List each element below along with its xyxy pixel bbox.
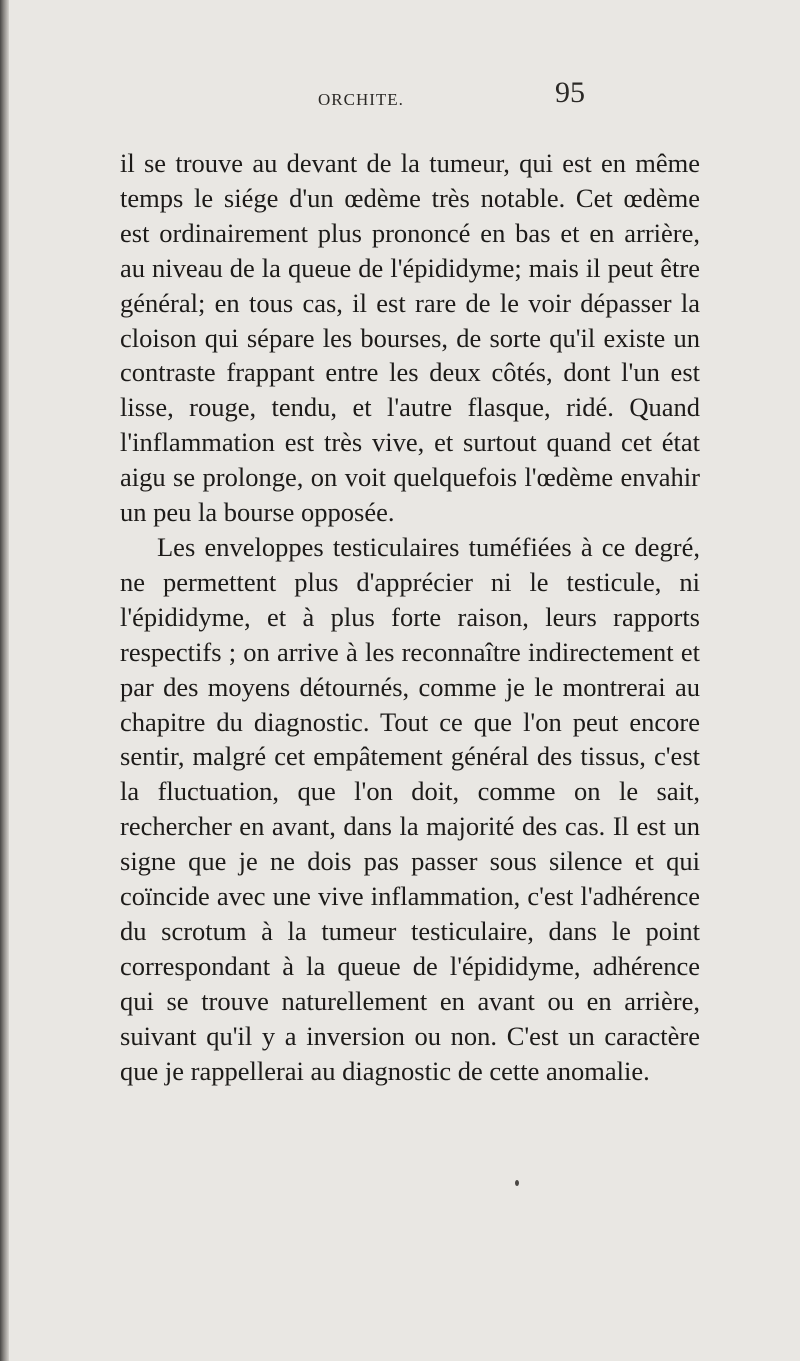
running-title: ORCHITE. <box>318 90 404 109</box>
book-binding-shadow <box>0 0 9 1361</box>
paragraph: Les enveloppes testiculaires tuméfiées à ce degré, ne permettent plus d'apprécier ni le testicule, ni l'épididyme, et à plus forte raison, leurs rapports respectifs ; on arrive à les reconnaître indirectement et par des moyens détournés, comme je le montrerai au chapitre du diagnostic. Tout ce que l'on peut encore sentir, malgré cet empâtement général des tissus, c'est la fluctuation, que l'on doit, comme on le sait, rechercher en avant, dans la majorité des cas. Il est un signe que je ne dois pas passer sous silence et qui coïncide avec une vive inflammation, c'est l'adhérence du scrotum à la tumeur testiculaire, dans le point correspondant à la queue de l'épididyme, adhérence qui se trouve naturellement en avant ou en arrière, suivant qu'il y a inversion ou non. C'est un caractère que je rappellerai au diagnostic de cette anomalie. <box>120 531 700 1086</box>
body-text <box>120 146 700 1088</box>
page-header <box>0 74 800 114</box>
page-number: 95 <box>555 76 585 109</box>
paragraph-continuation: il se trouve au devant de la tumeur, qui est en même temps le siége d'un œdème très notable. Cet œdème est ordinairement plus prononcé en bas et en arrière, au niveau de la queue de l'épididyme; mais il peut être général; en tous cas, il est rare de le voir dépasser la cloison qui sépare les bourses, de sorte qu'il existe un contraste frappant entre les deux côtés, dont l'un est lisse, rouge, tendu, et l'autre flasque, ridé. Quand l'inflammation est très vive, et surtout quand cet état aigu se prolonge, on voit quelquefois l'œdème envahir un peu la bourse opposée. <box>120 148 700 528</box>
ink-speck <box>515 1180 519 1186</box>
